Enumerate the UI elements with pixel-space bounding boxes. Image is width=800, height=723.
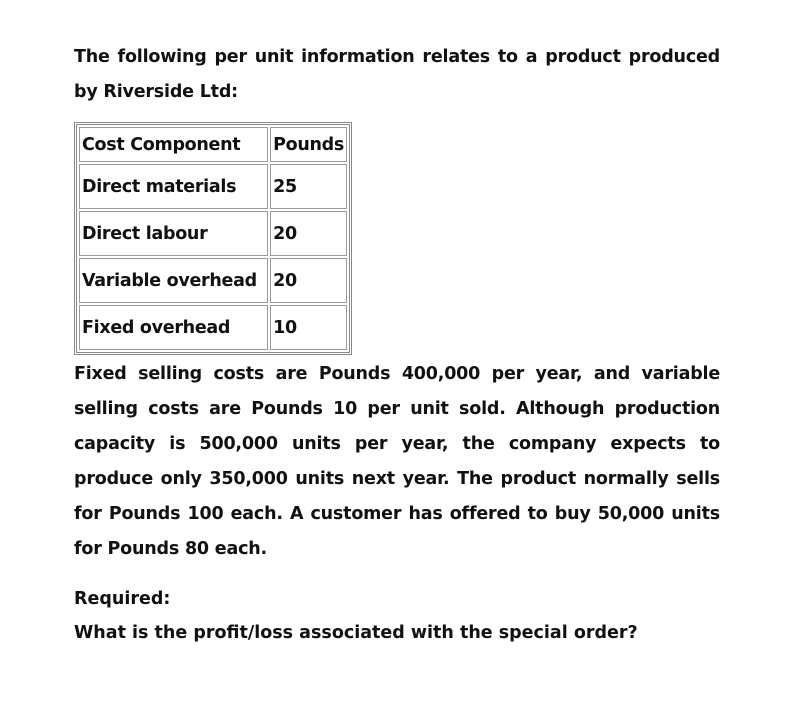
cost-component-cell: Variable overhead [79, 258, 268, 303]
table-header-row [79, 127, 347, 162]
required-label: Required: [74, 589, 171, 609]
table-row [79, 305, 347, 350]
body-paragraph: Fixed selling costs are Pounds 400,000 per year, and variable selling costs are Pounds 10 per unit sold. Although production capacity is 500,000 units per year, the company expects to produce only 350,000 units next year. The product normally sells for Pounds 100 each. A customer has offered to buy 50,000 units for Pounds 80 each. [74, 364, 720, 559]
header-cost-component: Cost Component [79, 127, 268, 162]
document [74, 40, 720, 647]
pounds-cell: 25 [270, 164, 347, 209]
table-row [79, 258, 347, 303]
intro-paragraph: The following per unit information relates to a product produced by Riverside Ltd: [74, 47, 720, 102]
header-pounds: Pounds [270, 127, 347, 162]
table-row [79, 164, 347, 209]
pounds-cell: 10 [270, 305, 347, 350]
cost-component-cell: Direct labour [79, 211, 268, 256]
cost-table [74, 122, 352, 355]
pounds-cell: 20 [270, 258, 347, 303]
question-text: What is the profit/loss associated with the special order? [74, 623, 638, 643]
cost-component-cell: Fixed overhead [79, 305, 268, 350]
cost-component-cell: Direct materials [79, 164, 268, 209]
pounds-cell: 20 [270, 211, 347, 256]
table-row [79, 211, 347, 256]
